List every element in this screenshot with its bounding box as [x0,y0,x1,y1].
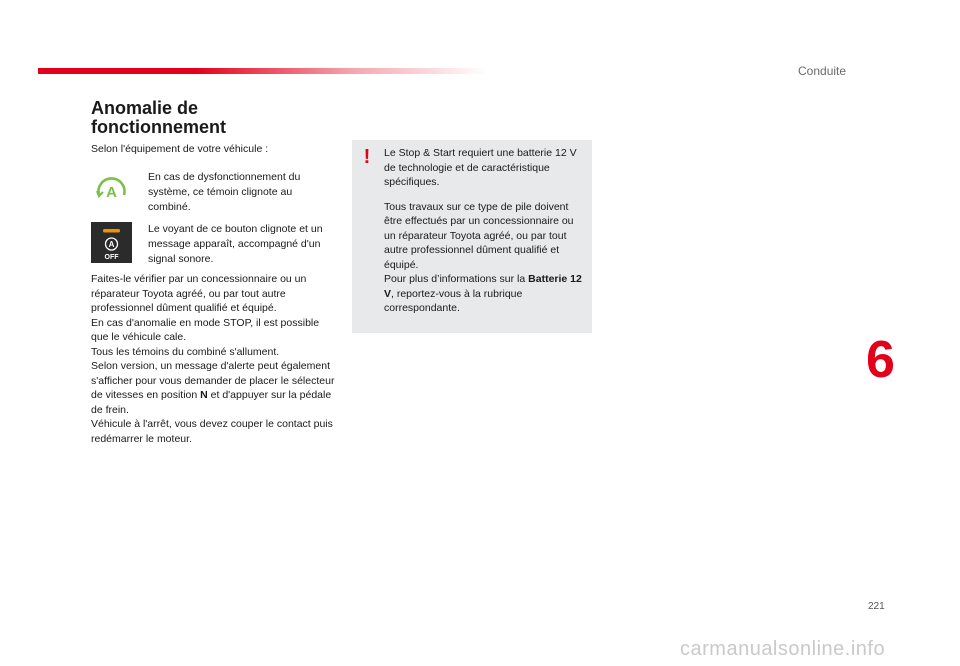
page-number: 221 [868,601,885,612]
exclamation-warning-icon: ! [363,146,371,168]
body-paragraph: Véhicule à l'arrêt, vous devez couper le contact puis redémarrer le moteur. [91,418,333,445]
svg-text:A: A [106,184,117,201]
body-paragraph: En cas d'anomalie en mode STOP, il est possible que le véhicule cale. [91,316,320,343]
stop-start-off-button-icon [91,222,132,263]
warning-paragraph: Tous travaux sur ce type de pile doivent être effectués par un concessionnaire ou un réparateur Toyota agréé, ou par tout autre professionnel dûment qualifié et équipé. Pour plus d’informations sur la Batterie 12 V, reportez-vous à la rubrique correspondante. [384,200,582,314]
svg-text:A: A [108,240,115,249]
intro-text: Selon l'équipement de votre véhicule : [91,143,269,155]
warning-box [352,140,592,333]
section-label: Conduite [798,64,847,78]
stop-start-warning-icon [91,170,132,211]
version-note: Selon version, un message d'alerte peut également s'afficher pour vous demander de placer le sélecteur de vitesses en position N et d'appuyer sur la pédale de frein. [91,360,335,416]
warning-text [384,146,586,316]
watermark: carmanualsonline.info [680,638,886,660]
body-paragraph: Faites-le vérifier par un concessionnaire ou un réparateur Toyota agréé, ou par tout autre professionnel dûment qualifié et équipé. [91,273,307,314]
body-paragraph: Tous les témoins du combiné s'allument. [91,345,280,358]
header-accent-bar [38,68,488,74]
page-title: Anomalie de fonctionnement [91,98,226,137]
indicator-lamp-text: En cas de dysfonctionnement du système, ce témoin clignote au combiné. [148,171,301,213]
body-text [91,272,336,446]
indicator-button-text: Le voyant de ce bouton clignote et un message apparaît, accompagné d'un signal sonore. [148,223,323,265]
svg-text:OFF: OFF [104,254,119,261]
warning-paragraph: Le Stop & Start requiert une batterie 12 V de technologie et de caractéristique spécifiques. [384,147,577,188]
chapter-number: 6 [866,331,895,389]
